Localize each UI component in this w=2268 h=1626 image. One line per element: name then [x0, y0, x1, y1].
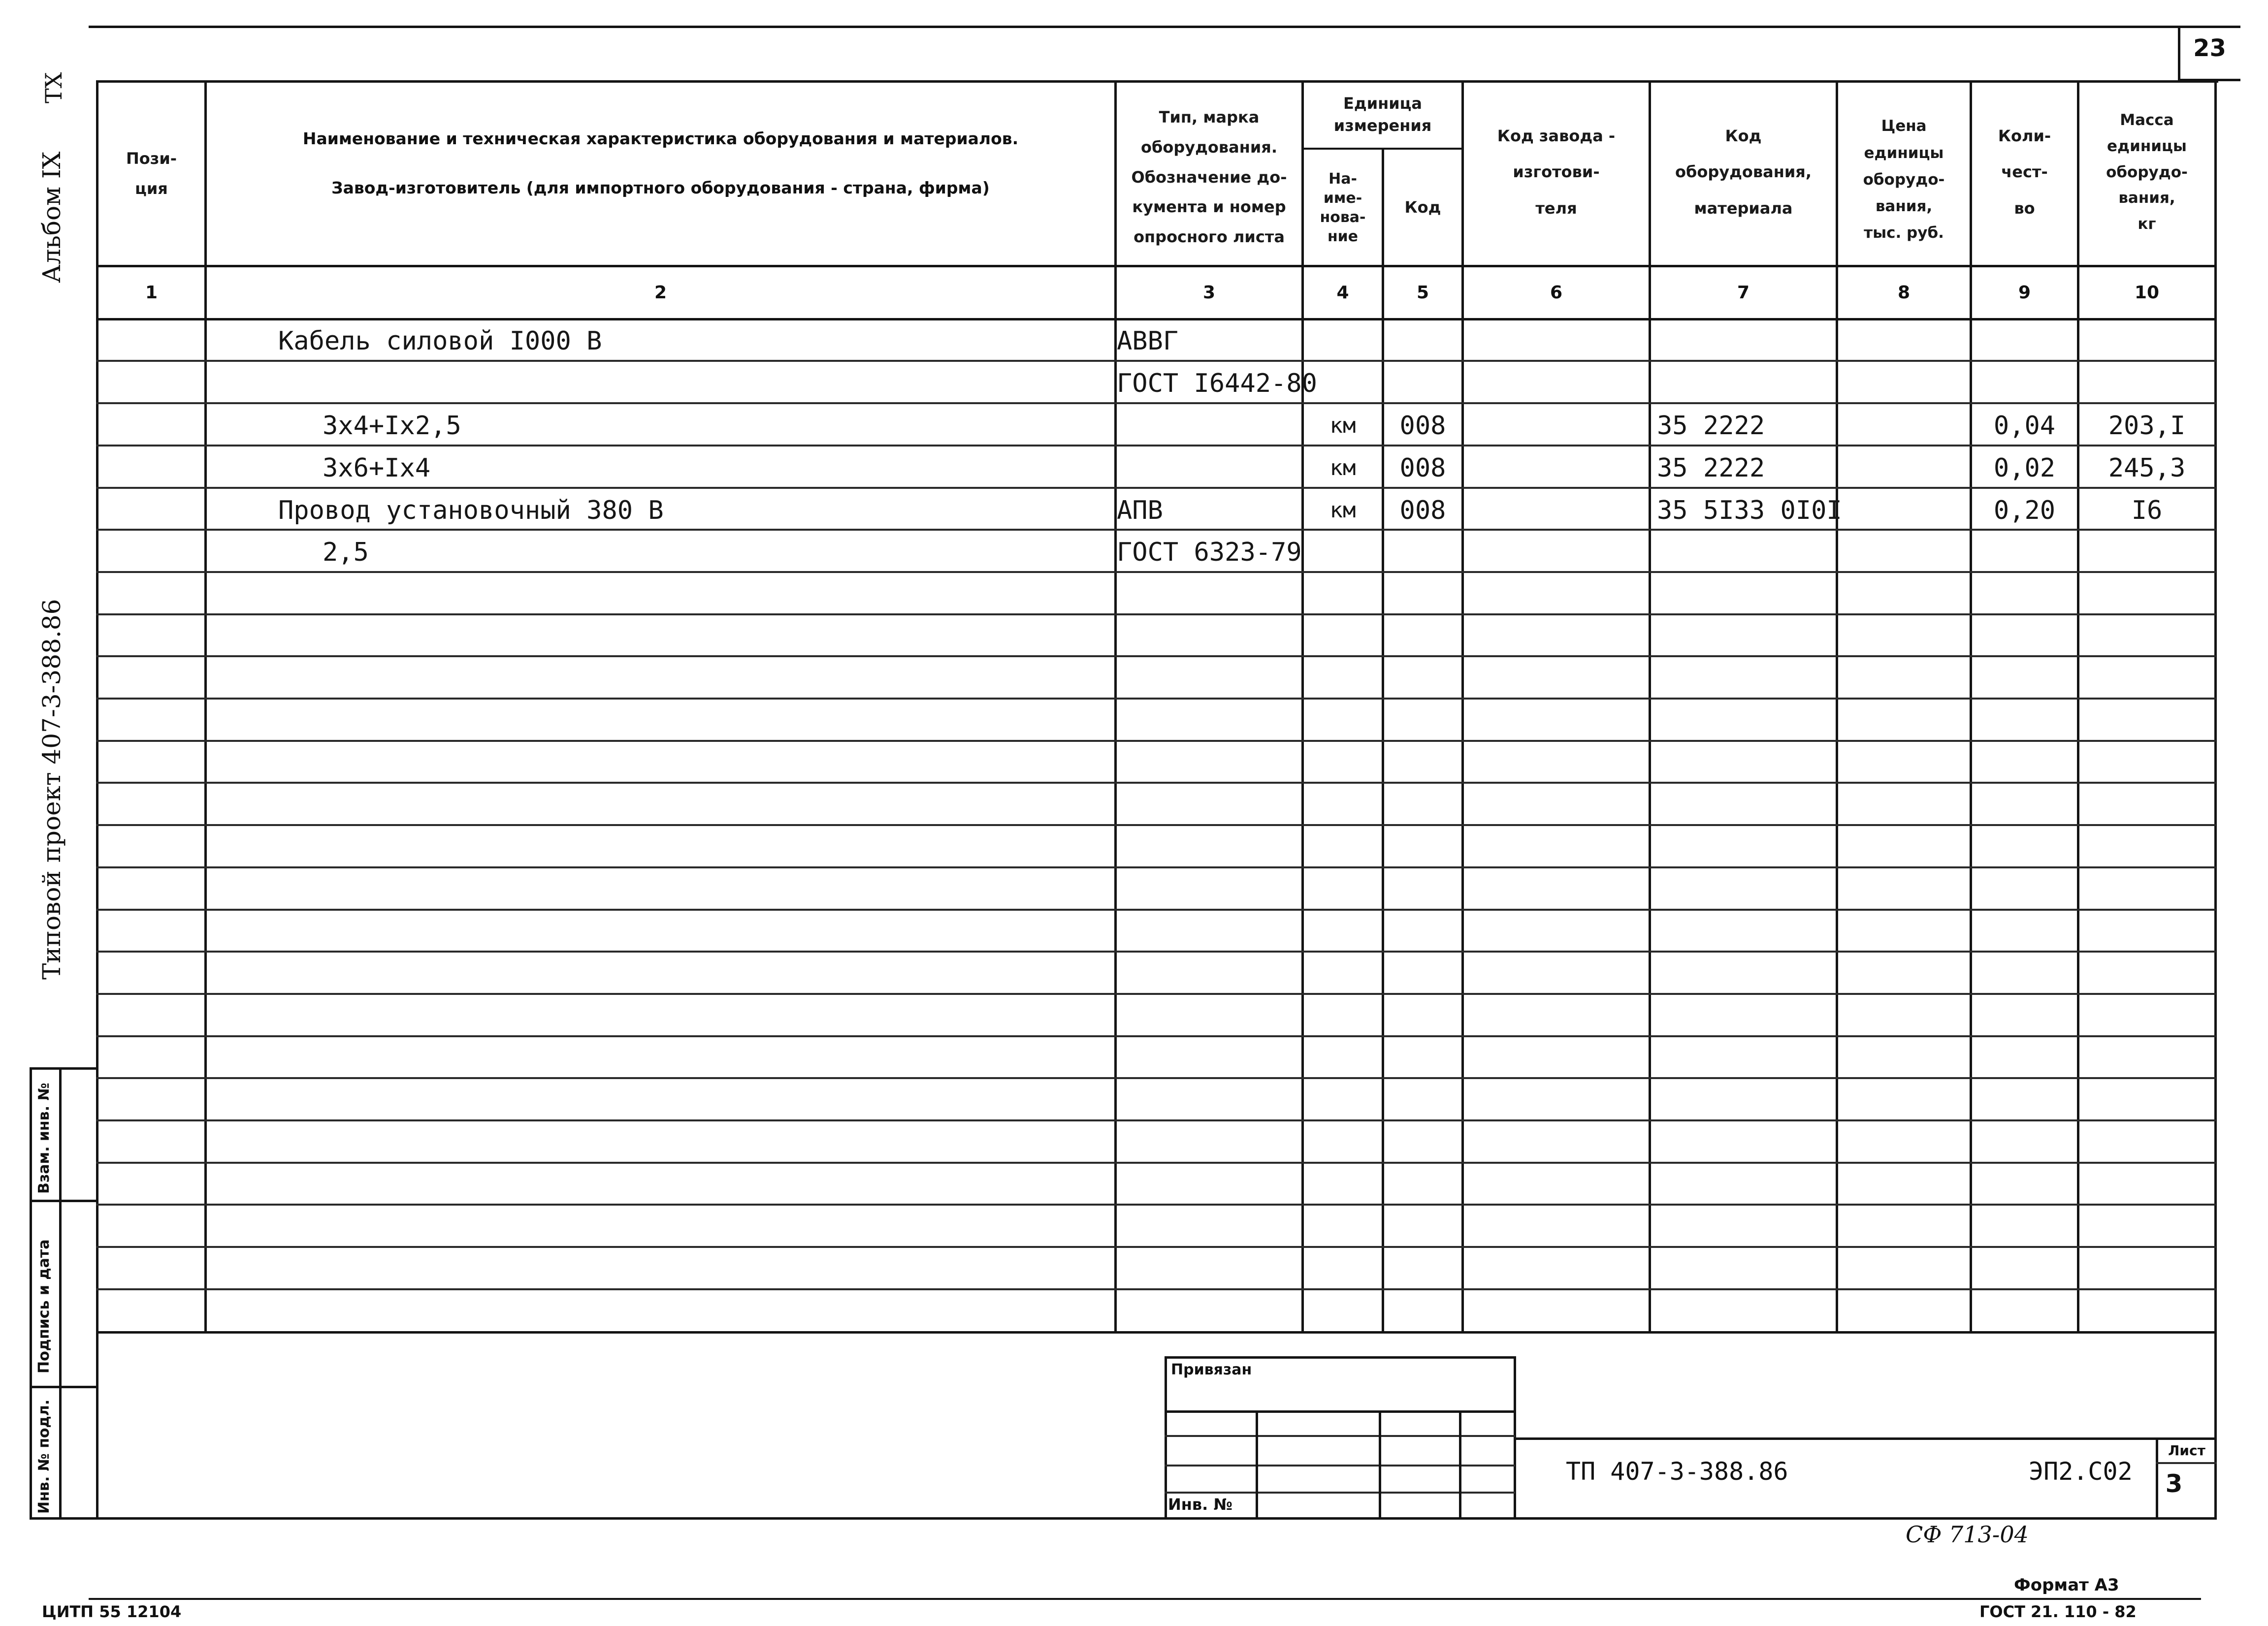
privyazan-row-3 — [1165, 1465, 1515, 1467]
row-3-mass: 203,I — [2108, 411, 2186, 441]
header-name-line1: Наименование и техническая характеристика оборудования и материалов. — [302, 129, 1019, 148]
row-4-name: 3х6+Iх4 — [323, 453, 431, 483]
row-3-qty: 0,04 — [1993, 411, 2056, 441]
format-label: Формат А3 — [2014, 1575, 2119, 1595]
row-5-type: АПВ — [1117, 496, 1163, 525]
privyazan-col-3 — [1459, 1410, 1461, 1519]
privyazan-col-1 — [1256, 1410, 1258, 1519]
privyazan-row-4 — [1165, 1492, 1515, 1494]
row-line — [96, 1077, 2216, 1079]
unit-group-divider — [1301, 148, 1464, 150]
side-stamp-left — [30, 1067, 32, 1519]
column-number: 8 — [1897, 283, 1911, 303]
privyazan-box-left — [1165, 1356, 1167, 1519]
sheet-code: ЭП2.С02 — [2029, 1457, 2133, 1486]
row-line — [96, 655, 2216, 657]
row-line — [96, 613, 2216, 615]
row-2-type: ГОСТ I6442-80 — [1117, 369, 1317, 398]
row-line — [96, 1162, 2216, 1164]
row-6-name: 2,5 — [323, 538, 369, 567]
row-4-code: 35 2222 — [1657, 453, 1765, 483]
inv-no-label: Инв. № — [1168, 1495, 1232, 1514]
row-3-code: 35 2222 — [1657, 411, 1765, 441]
top-border-line — [89, 26, 2240, 28]
frame-bottom-line — [30, 1517, 2217, 1520]
row-line — [96, 951, 2216, 953]
row-line — [96, 1204, 2216, 1206]
side-album-label: Альбом IX — [37, 151, 66, 283]
header-position: Пози- ция — [126, 149, 177, 198]
row-line — [96, 740, 2216, 742]
row-4-mass: 245,3 — [2108, 453, 2186, 483]
row-1-name: Кабель силовой I000 В — [278, 326, 602, 356]
column-number: 1 — [145, 283, 158, 303]
side-stamp-label-inv: Инв. № подл. — [35, 1399, 53, 1514]
column-number: 2 — [654, 283, 667, 303]
header-name-line2: Завод-изготовитель (для импортного оборудования - страна, фирма) — [331, 178, 990, 197]
title-row-top — [1514, 1437, 2217, 1440]
privyazan-row-1 — [1165, 1410, 1515, 1413]
sheet-box-left — [2156, 1437, 2158, 1519]
header-factory-code: Код завода - изготови- теля — [1497, 126, 1616, 218]
column-number: 10 — [2134, 283, 2160, 303]
sheet-number: 3 — [2165, 1469, 2183, 1498]
table-top-line — [96, 80, 2218, 83]
side-stamp-label-vzam: Взам. инв. № — [35, 1083, 53, 1194]
header-equipment-code: Код оборудования, материала — [1675, 126, 1812, 218]
privyazan-col-2 — [1379, 1410, 1381, 1519]
row-line — [96, 909, 2216, 911]
column-number: 3 — [1202, 283, 1216, 303]
row-line — [96, 866, 2216, 868]
org-code: ЦИТП 55 12104 — [42, 1602, 182, 1621]
page-number-box-left — [2178, 26, 2180, 81]
row-line — [96, 1246, 2216, 1248]
row-line — [96, 1288, 2216, 1290]
row-3-unit: км — [1329, 413, 1356, 438]
row-line — [96, 993, 2216, 995]
privyazan-box-top — [1165, 1356, 1515, 1359]
table-bottom-line — [96, 1331, 2216, 1334]
row-4-qty: 0,02 — [1993, 453, 2056, 483]
page-number: 23 — [2193, 34, 2226, 62]
row-line — [96, 1035, 2216, 1037]
privyazan-row-2 — [1165, 1435, 1515, 1437]
handwritten-code: СФ 713-04 — [1906, 1521, 2029, 1548]
row-5-mass: I6 — [2131, 496, 2163, 525]
row-5-code: 35 5I33 0I0I — [1657, 496, 1842, 525]
side-stamp-div1 — [31, 1200, 98, 1202]
row-3-unit-code: 008 — [1399, 411, 1446, 441]
sheet-label: Лист — [2168, 1442, 2205, 1459]
column-number: 7 — [1737, 283, 1750, 303]
row-5-unit-code: 008 — [1399, 496, 1446, 525]
row-line — [96, 1119, 2216, 1121]
header-quantity: Коли- чест- во — [1998, 126, 2051, 218]
row-line — [96, 698, 2216, 700]
column-number: 9 — [2018, 283, 2031, 303]
row-1-type: АВВГ — [1117, 326, 1179, 356]
header-unit-name: На- име- нова- ние — [1320, 170, 1366, 245]
column-number: 4 — [1336, 283, 1349, 303]
row-4-unit-code: 008 — [1399, 453, 1446, 483]
header-unit-group: Единица измерения — [1333, 94, 1432, 135]
row-line — [96, 782, 2216, 784]
outer-bottom-line — [89, 1598, 2201, 1600]
side-stamp-mid — [59, 1067, 62, 1519]
header-type-mark: Тип, марка оборудования. Обозначение до- кумента и номер опросного листа — [1131, 108, 1287, 247]
side-stamp-div2 — [31, 1386, 98, 1388]
column-number: 5 — [1416, 283, 1429, 303]
side-stamp-label-podpis: Подпись и дата — [35, 1239, 53, 1373]
gost-label: ГОСТ 21. 110 - 82 — [1979, 1602, 2137, 1621]
row-5-unit: км — [1329, 498, 1356, 523]
document-code: ТП 407-3-388.86 — [1566, 1457, 1788, 1486]
side-project-label: Типовой проект 407-3-388.86 — [37, 599, 66, 980]
header-unit-price: Цена единицы оборудо- вания, тыс. руб. — [1863, 117, 1945, 242]
frame-right-line — [2214, 80, 2217, 1519]
row-5-name: Провод установочный 380 В — [278, 496, 664, 525]
column-number: 6 — [1550, 283, 1563, 303]
row-line — [96, 824, 2216, 826]
row-5-qty: 0,20 — [1993, 496, 2056, 525]
side-stamp-top — [31, 1067, 98, 1070]
row-6-type: ГОСТ 6323-79 — [1117, 538, 1302, 567]
header-mass: Масса единицы оборудо- вания, кг — [2106, 111, 2188, 233]
privyazan-label: Привязан — [1171, 1361, 1252, 1378]
row-4-unit: км — [1329, 455, 1356, 480]
sheet-box-divider — [2156, 1462, 2217, 1464]
header-unit-code: Код — [1404, 198, 1441, 217]
row-3-name: 3х4+Iх2,5 — [323, 411, 461, 441]
side-tx-label: ТХ — [40, 72, 67, 103]
